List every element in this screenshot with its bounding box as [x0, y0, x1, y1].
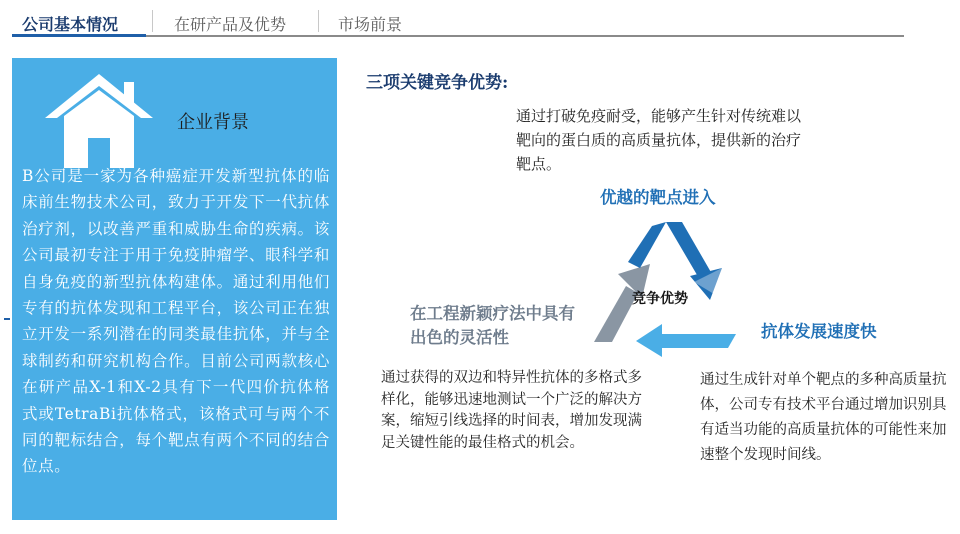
tab-separator — [318, 10, 319, 32]
advantage-top-text: 通过打破免疫耐受，能够产生针对传统难以靶向的蛋白质的高质量抗体，提供新的治疗靶点。 — [516, 107, 802, 173]
company-description: B公司是一家为各种癌症开发新型抗体的临床前生物技术公司，致力于开发下一代抗体治疗剂，以改善严重和威胁生命的疾病。该公司最初专注于用于免疫肿瘤学、眼科学和自身免疫的新型抗体构建体。通过利用他们专有的抗体发现和工程平台，该公司正在独立开发一系列潜在的同类最佳抗体，并与全球制药和研究机构合作。目前公司两款核心在研产品X-1和X-2具有下一代四价抗体格式或TetraBi抗体格式，该格式可与两个不同的靶标结合，每个靶点有两个不同的结合位点。 — [22, 167, 330, 476]
tab-active-indicator — [12, 34, 146, 37]
tab-market[interactable]: 市场前景 — [338, 15, 403, 34]
tab-separator — [152, 10, 153, 32]
advantage-right-text: 通过生成针对单个靶点的多种高质量抗体，公司专有技术平台通过增加识别具有适当功能的高质量抗体的可能性来加速整个发现时间线。 — [700, 372, 947, 463]
tab-company-overview[interactable]: 公司基本情况 — [22, 15, 119, 34]
center-label: 竞争优势 — [632, 291, 688, 307]
tab-bar — [12, 8, 904, 38]
cycle-arrows-diagram — [590, 212, 740, 357]
advantages-heading: 三项关键竞争优势: — [366, 73, 509, 93]
advantage-left-label: 在工程新颖疗法中具有出色的灵活性 — [410, 304, 575, 347]
advantage-right-label: 抗体发展速度快 — [761, 322, 877, 341]
advantage-left-text: 通过获得的双边和特异性抗体的多格式多样化，能够迅速地测试一个广泛的解决方案，缩短引线选择的时间表，增加发现满足关键性能的最佳格式的机会。 — [381, 370, 642, 451]
house-icon — [42, 68, 157, 168]
company-background-panel — [12, 58, 337, 520]
tab-products[interactable]: 在研产品及优势 — [174, 15, 287, 34]
panel-accent-mark — [4, 318, 10, 320]
cycle-arrow-bottom — [636, 324, 736, 357]
advantage-top-label: 优越的靶点进入 — [600, 188, 716, 207]
panel-title: 企业背景 — [177, 112, 249, 133]
